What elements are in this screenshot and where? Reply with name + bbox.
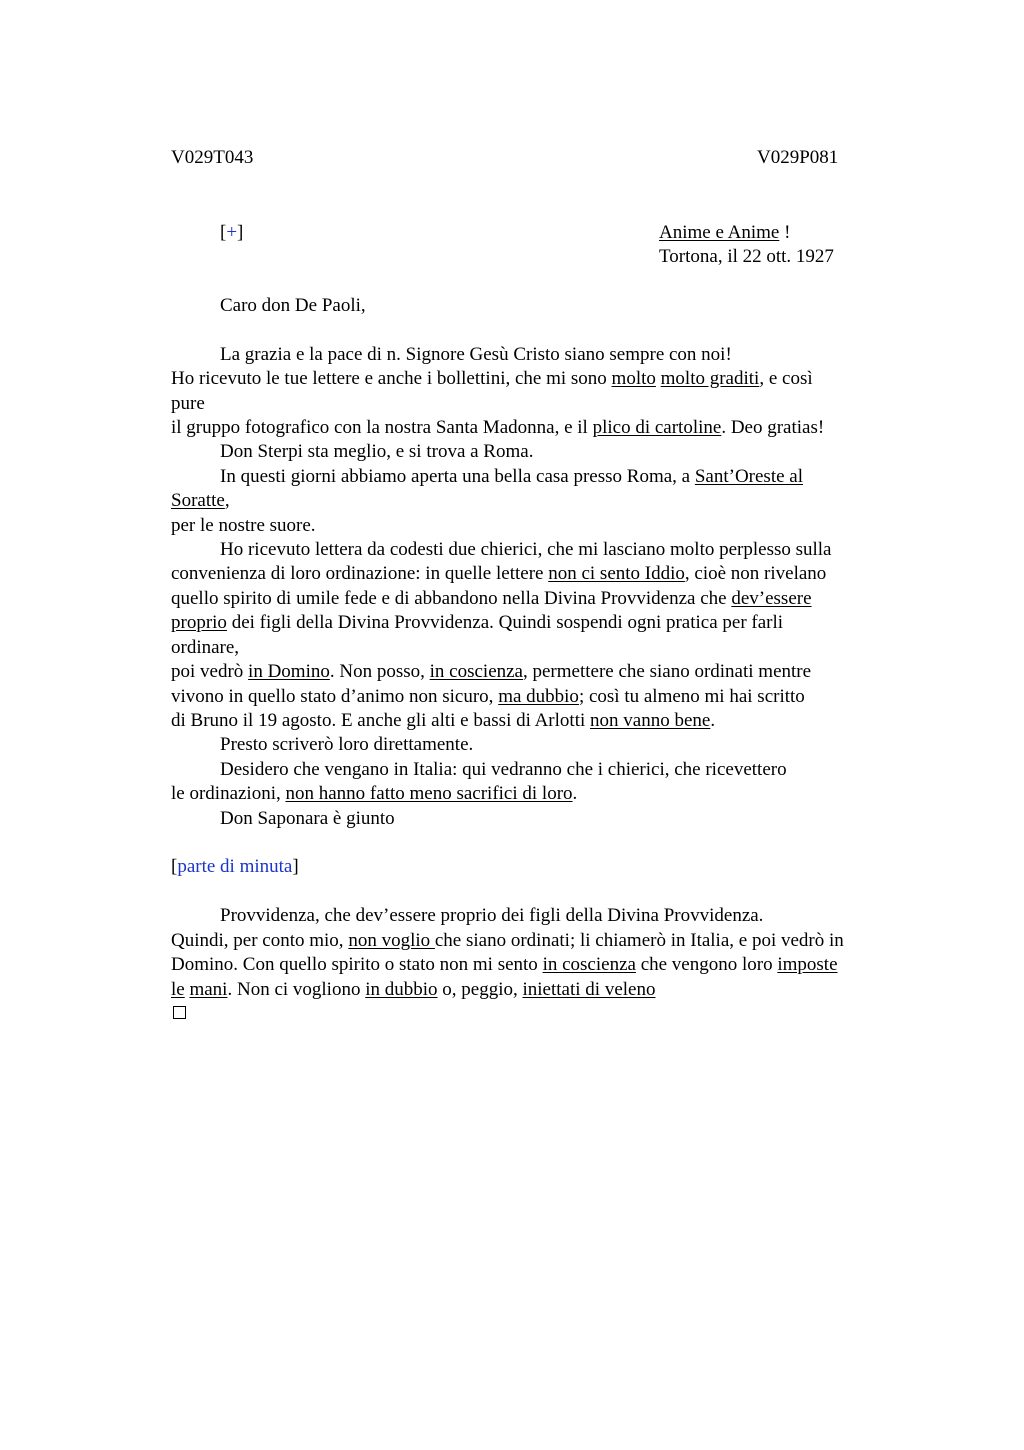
body-line: vivono in quello stato d’animo non sicuro, ma dubbio; così tu almeno mi hai scritto — [171, 686, 805, 707]
body-line: le ordinazioni, non hanno fatto meno sacrifici di loro. — [171, 783, 578, 804]
body-line: Ho ricevuto le tue lettere e anche i bollettini, che mi sono molto molto graditi, e così — [171, 368, 813, 389]
body-line: di Bruno il 19 agosto. E anche gli alti e bassi di Arlotti non vanno bene. — [171, 710, 716, 731]
body-line: per le nostre suore. — [171, 515, 316, 536]
body-line: Soratte, — [171, 490, 230, 511]
body-line: Don Saponara è giunto — [220, 808, 395, 829]
salutation: Caro don De Paoli, — [220, 295, 366, 316]
expand-marker[interactable]: [+] — [220, 222, 244, 243]
body-line: Desidero che vengano in Italia: qui vedranno che i chierici, che ricevettero — [220, 759, 787, 780]
body-line: convenienza di loro ordinazione: in quelle lettere non ci sento Iddio, cioè non rivelano — [171, 563, 827, 584]
minuta-line: Provvidenza, che dev’essere proprio dei figli della Divina Provvidenza. — [220, 905, 764, 926]
body-line: Presto scriverò loro direttamente. — [220, 734, 474, 755]
body-line: quello spirito di umile fede e di abbandono nella Divina Provvidenza che dev’essere — [171, 588, 812, 609]
minuta-label: [parte di minuta] — [171, 856, 299, 877]
body-line: La grazia e la pace di n. Signore Gesù Cristo siano sempre con noi! — [220, 344, 732, 365]
plus-link[interactable]: + — [226, 222, 238, 243]
place-date: Tortona, il 22 ott. 1927 — [659, 246, 834, 267]
minuta-line: le mani. Non ci vogliono in dubbio o, peggio, iniettati di veleno — [171, 979, 656, 1000]
document-code-right: V029P081 — [757, 147, 839, 168]
body-line: poi vedrò in Domino. Non posso, in coscienza, permettere che siano ordinati mentre — [171, 661, 812, 682]
checkbox-square-icon[interactable] — [173, 1006, 186, 1019]
document-code-left: V029T043 — [171, 147, 254, 168]
body-line: ordinare, — [171, 637, 240, 658]
body-line: In questi giorni abbiamo aperta una bella casa presso Roma, a Sant’Oreste al — [220, 466, 803, 487]
body-line: proprio dei figli della Divina Provvidenza. Quindi sospendi ogni pratica per farli — [171, 612, 784, 633]
minuta-link[interactable]: parte di minuta — [177, 856, 293, 877]
body-line: pure — [171, 393, 205, 414]
body-line: Ho ricevuto lettera da codesti due chierici, che mi lasciano molto perplesso sulla — [220, 539, 832, 560]
body-line: Don Sterpi sta meglio, e si trova a Roma. — [220, 441, 534, 462]
minuta-line: Domino. Con quello spirito o stato non mi sento in coscienza che vengono loro imposte — [171, 954, 838, 975]
body-line: il gruppo fotografico con la nostra Santa Madonna, e il plico di cartoline. Deo gratias! — [171, 417, 825, 438]
motto: Anime e Anime ! — [659, 222, 791, 243]
minuta-line: Quindi, per conto mio, non voglio che siano ordinati; li chiamerò in Italia, e poi vedrò in — [171, 930, 844, 951]
